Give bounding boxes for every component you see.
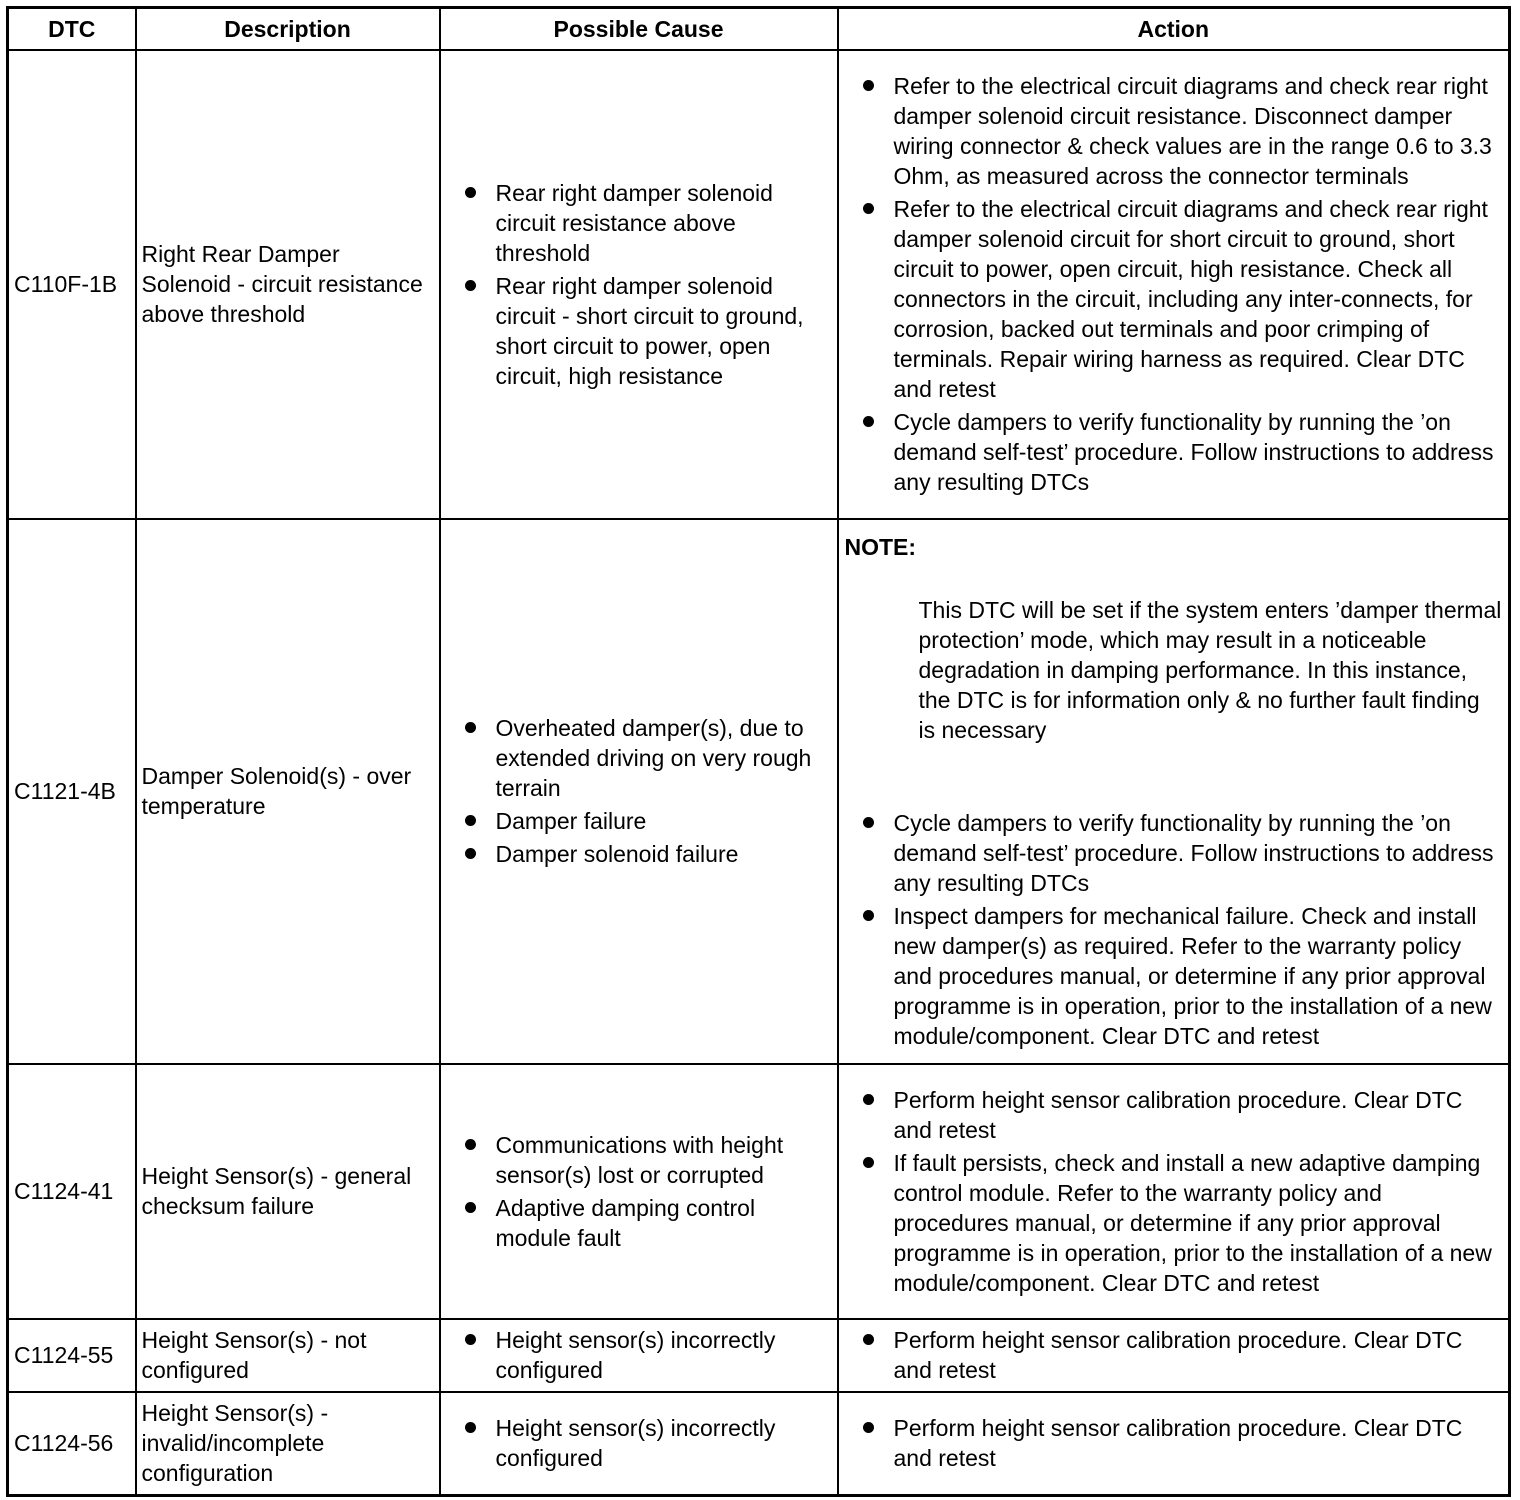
header-row xyxy=(8,8,1510,50)
dtc-code: C1124-55 xyxy=(8,1319,136,1392)
dtc-code: C1121-4B xyxy=(8,519,136,1064)
cause-list xyxy=(457,1325,831,1385)
action-item: Perform height sensor calibration procedure. Clear DTC and retest xyxy=(855,1325,1503,1385)
header-action: Action xyxy=(838,8,1510,50)
header-possible-cause: Possible Cause xyxy=(440,8,838,50)
action-item: Cycle dampers to verify functionality by running the ’on demand self-test’ procedure. Follow instructions to address any resulting DTCs xyxy=(855,407,1503,497)
action-item: Inspect dampers for mechanical failure. Check and install new damper(s) as required. Refer to the warranty policy and procedures manual, or determine if any prior approval programme is in operation, prior to the installation of a new module/component. Clear DTC and retest xyxy=(855,901,1503,1051)
possible-cause-cell xyxy=(440,50,838,519)
cause-item: Rear right damper solenoid circuit resistance above threshold xyxy=(457,178,831,268)
table-row xyxy=(8,1392,1510,1496)
action-list xyxy=(855,1413,1503,1473)
dtc-description: Height Sensor(s) - invalid/incomplete configuration xyxy=(136,1392,440,1496)
table-row xyxy=(8,50,1510,519)
cause-list xyxy=(457,178,831,391)
dtc-table xyxy=(6,6,1511,1497)
note-text: This DTC will be set if the system enters ’damper thermal protection’ mode, which may result in a noticeable degradation in damping performance. In this instance, the DTC is for information only & no further fault finding is necessary xyxy=(918,596,1502,743)
dtc-code: C110F-1B xyxy=(8,50,136,519)
table-row xyxy=(8,1064,1510,1319)
action-item: Perform height sensor calibration procedure. Clear DTC and retest xyxy=(855,1085,1503,1145)
action-list xyxy=(855,1085,1503,1298)
action-cell xyxy=(838,1064,1510,1319)
cause-item: Rear right damper solenoid circuit - short circuit to ground, short circuit to power, open circuit, high resistance xyxy=(457,271,831,391)
cause-item: Damper solenoid failure xyxy=(457,839,831,869)
dtc-description: Right Rear Damper Solenoid - circuit resistance above threshold xyxy=(136,50,440,519)
cause-list xyxy=(457,1413,831,1473)
cause-item: Communications with height sensor(s) lost or corrupted xyxy=(457,1130,831,1190)
possible-cause-cell xyxy=(440,1319,838,1392)
action-cell xyxy=(838,519,1510,1064)
dtc-description: Damper Solenoid(s) - over temperature xyxy=(136,519,440,1064)
note-block xyxy=(844,532,1503,745)
dtc-description: Height Sensor(s) - not configured xyxy=(136,1319,440,1392)
action-cell xyxy=(838,1319,1510,1392)
table-row xyxy=(8,519,1510,1064)
dtc-code: C1124-41 xyxy=(8,1064,136,1319)
possible-cause-cell xyxy=(440,1392,838,1496)
action-item: Cycle dampers to verify functionality by running the ’on demand self-test’ procedure. Follow instructions to address any resulting DTCs xyxy=(855,808,1503,898)
cause-list xyxy=(457,713,831,869)
cause-item: Height sensor(s) incorrectly configured xyxy=(457,1413,831,1473)
cause-list xyxy=(457,1130,831,1253)
possible-cause-cell xyxy=(440,1064,838,1319)
table-row xyxy=(8,1319,1510,1392)
header-dtc: DTC xyxy=(8,8,136,50)
action-list xyxy=(855,808,1503,1051)
action-item: Refer to the electrical circuit diagrams and check rear right damper solenoid circuit resistance. Disconnect damper wiring connector & check values are in the range 0.6 to 3.3 Ohm, as measured across the connector terminals xyxy=(855,71,1503,191)
action-cell xyxy=(838,50,1510,519)
header-description: Description xyxy=(136,8,440,50)
cause-item: Overheated damper(s), due to extended driving on very rough terrain xyxy=(457,713,831,803)
action-list xyxy=(855,1325,1503,1385)
possible-cause-cell xyxy=(440,519,838,1064)
action-list xyxy=(855,71,1503,497)
dtc-description: Height Sensor(s) - general checksum failure xyxy=(136,1064,440,1319)
cause-item: Damper failure xyxy=(457,806,831,836)
action-item: Perform height sensor calibration procedure. Clear DTC and retest xyxy=(855,1413,1503,1473)
action-item: If fault persists, check and install a new adaptive damping control module. Refer to the warranty policy and procedures manual, or determine if any prior approval programme is in operation, prior to the installation of a new module/component. Clear DTC and retest xyxy=(855,1148,1503,1298)
dtc-code: C1124-56 xyxy=(8,1392,136,1496)
action-cell xyxy=(838,1392,1510,1496)
note-label: NOTE: xyxy=(844,533,917,560)
action-item: Refer to the electrical circuit diagrams and check rear right damper solenoid circuit for short circuit to ground, short circuit to power, open circuit, high resistance. Check all connectors in the circuit, including any inter-connects, for corrosion, backed out terminals and poor crimping of terminals. Repair wiring harness as required. Clear DTC and retest xyxy=(855,194,1503,404)
cause-item: Height sensor(s) incorrectly configured xyxy=(457,1325,831,1385)
cause-item: Adaptive damping control module fault xyxy=(457,1193,831,1253)
